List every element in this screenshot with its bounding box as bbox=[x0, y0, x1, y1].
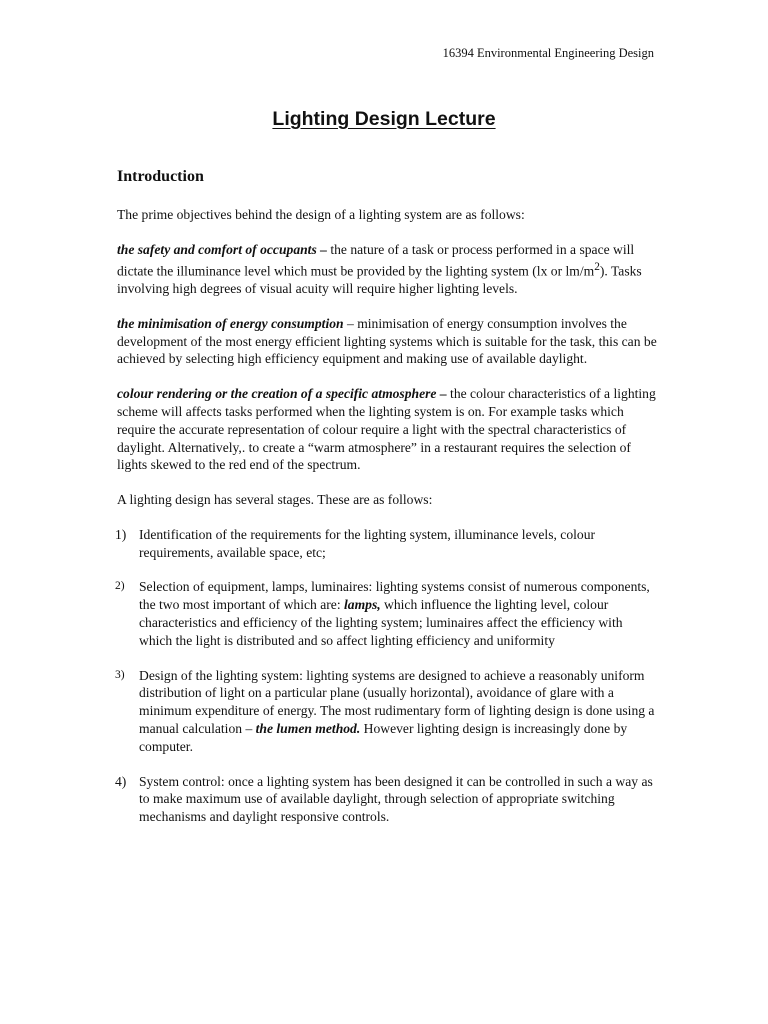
list-number: 2) bbox=[115, 580, 125, 593]
document-body bbox=[117, 166, 657, 843]
superscript: 2 bbox=[594, 260, 600, 273]
objective-paragraph bbox=[117, 241, 657, 298]
list-text: However lighting design is increasingly done by computer. bbox=[139, 721, 628, 754]
emphasis-text: the lumen method. bbox=[255, 721, 361, 737]
list-item bbox=[117, 526, 657, 562]
list-number: 4) bbox=[115, 773, 127, 789]
objective-paragraph bbox=[117, 315, 657, 368]
list-text: Selection of equipment, lamps, luminaires: lighting systems consist of numerous components, the two most important of which are: bbox=[139, 579, 650, 613]
objective-text: ). Tasks involving high degrees of visual acuity will require higher lighting levels. bbox=[117, 263, 642, 296]
document-title: Lighting Design Lecture bbox=[272, 108, 496, 130]
stages-intro: A lighting design has several stages. These are as follows: bbox=[117, 492, 433, 508]
list-item bbox=[117, 578, 657, 649]
list-text: System control: once a lighting system has been designed it can be controlled in such a way as to make maximum use of available daylight, through selection of appropriate switching mechanisms and daylight responsive controls. bbox=[139, 773, 653, 825]
objective-text: the nature of a task or process performed in a space will dictate the illuminance level which must be provided by the lighting system (lx or lm/m bbox=[117, 241, 635, 279]
intro-paragraph: The prime objectives behind the design of a lighting system are as follows: bbox=[117, 207, 525, 222]
page-header: 16394 Environmental Engineering Design bbox=[442, 46, 654, 60]
list-text: Design of the lighting system: lighting systems are designed to achieve a reasonably uniform distribution of light on a particular plane (usually horizontal), avoidance of glare with a minimum expenditure of energy. The most rudimentary form of lighting design is done using a manual calculation – bbox=[139, 667, 655, 737]
objective-lead: colour rendering or the creation of a specific atmosphere – bbox=[117, 386, 447, 402]
stages-list bbox=[117, 526, 657, 826]
list-text: which influence the lighting level, colour characteristics and efficiency of the lighting system; luminaires affect the efficiency with which the light is distributed and so affect lighting efficiency and uniformity bbox=[139, 597, 623, 648]
objective-text: the colour characteristics of a lighting scheme will affects tasks performed when the lighting system is on. For example tasks which require the accurate representation of colour require a light with the spectral characteristics of daylight. Alternatively,. to create a “warm atmosphere” in a restaurant requires the selection of lights skewed to the red end of the spectrum. bbox=[117, 386, 656, 473]
list-number: 1) bbox=[115, 526, 127, 542]
objective-paragraph bbox=[117, 385, 657, 474]
list-text: Identification of the requirements for the lighting system, illuminance levels, colour requirements, available space, etc; bbox=[139, 526, 596, 560]
section-heading: Introduction bbox=[117, 168, 204, 185]
objective-lead: the minimisation of energy consumption bbox=[117, 315, 344, 331]
emphasis-text: lamps, bbox=[344, 597, 381, 613]
objective-text: – minimisation of energy consumption involves the development of the most energy efficient lighting systems which is suitable for the task, this can be achieved by selecting high efficiency equipment and making use of available daylight. bbox=[117, 315, 657, 367]
list-item bbox=[117, 773, 657, 826]
list-item bbox=[117, 667, 657, 756]
objective-lead: the safety and comfort of occupants – bbox=[117, 241, 327, 257]
list-number: 3) bbox=[115, 668, 125, 681]
